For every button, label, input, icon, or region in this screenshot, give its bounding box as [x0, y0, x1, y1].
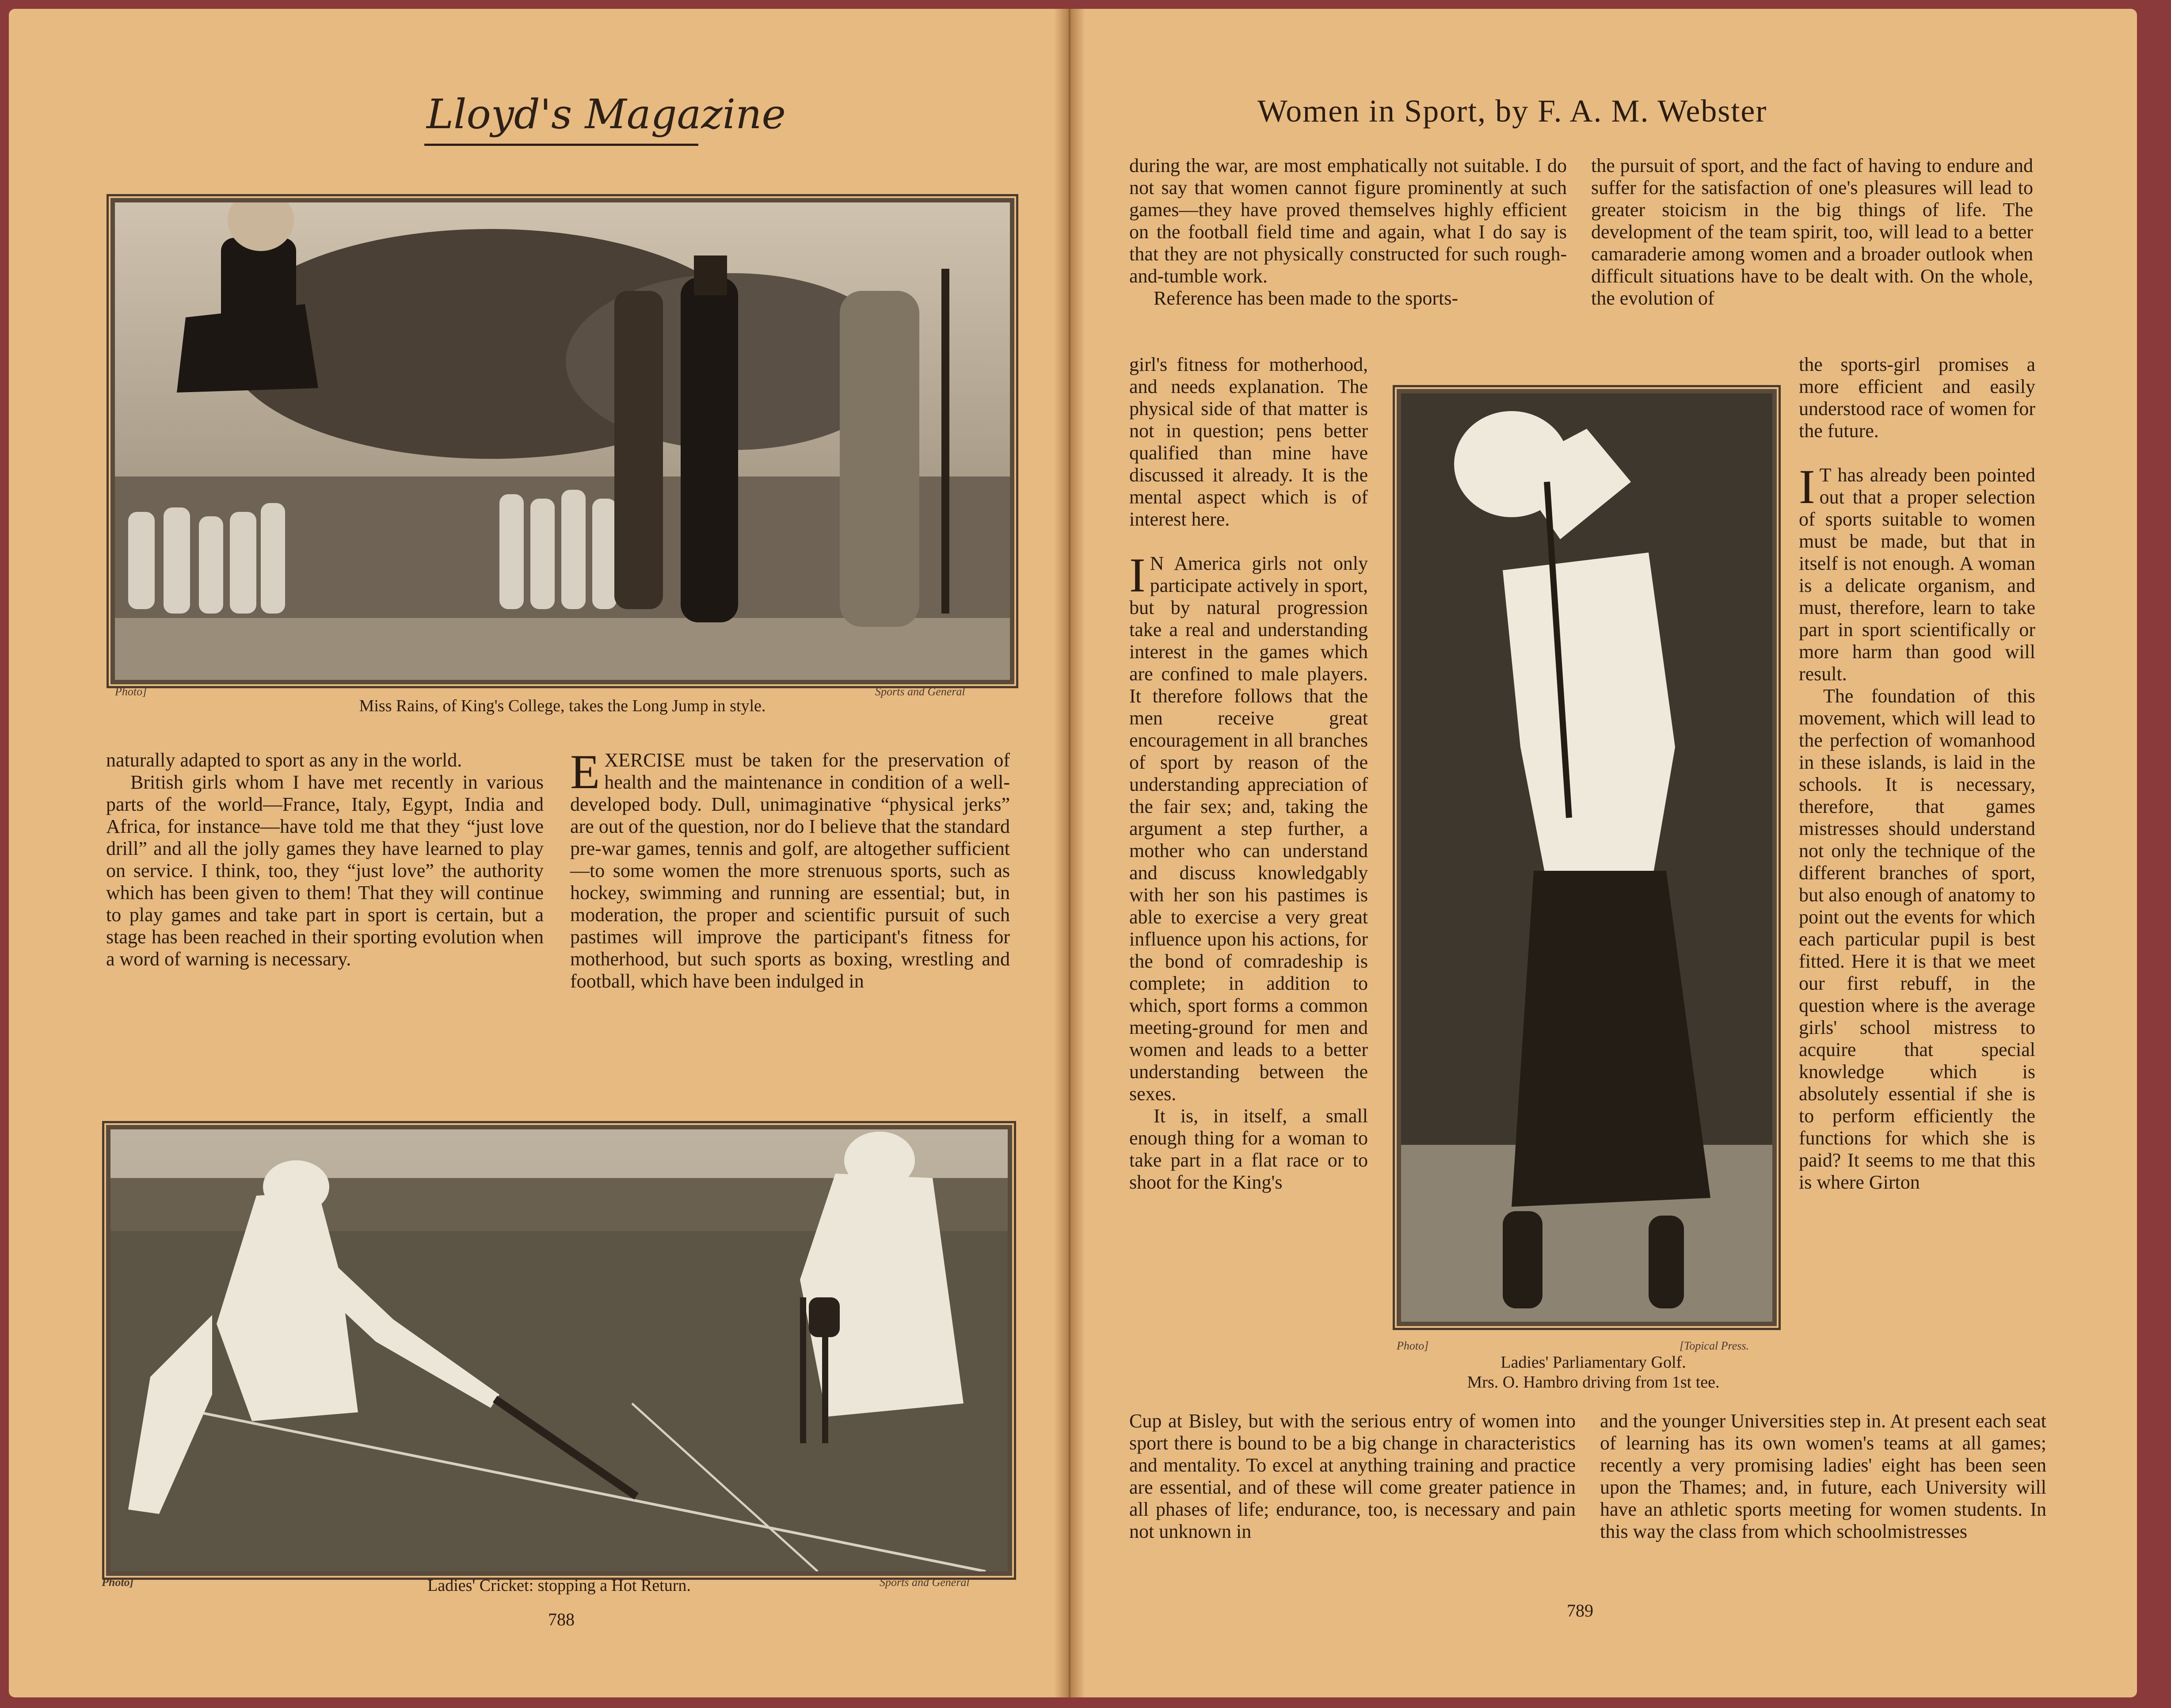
paragraph: British girls whom I have met recently in various parts of the world—France, Italy, Egypt, India and Africa, for instance—have told me that they “just love drill” and all the jolly games they have learned to play on service. I think, too, they “just love” the authority which has been given to them! That they will continue to play games and take part in sport is certain, but a stage has been reached in their sporting evolution when a word of warning is necessary.: [106, 771, 544, 970]
photo-caption: Ladies' Parliamentary Golf.: [1501, 1353, 1686, 1372]
drop-cap: I: [1129, 548, 1146, 602]
running-head: Women in Sport, by F. A. M. Webster: [1257, 93, 1767, 129]
masthead: Lloyd's Magazine: [427, 91, 786, 138]
right-column-1-bottom: [1129, 1410, 1576, 1543]
left-column-1: [106, 749, 544, 970]
photo-caption: Mrs. O. Hambro driving from 1st tee.: [1467, 1373, 1720, 1392]
paragraph: the pursuit of sport, and the fact of having to endure and suffer for the satisfaction of one's pleasures will lead to greater stoicism in the big things of life. The development of the team spirit, too, will lead to a better camaraderie among women and a broader outlook when difficult situations have to be dealt with. On the whole, the evolution of: [1591, 155, 2033, 309]
golf-photo: [1397, 389, 1777, 1326]
paragraph: Cup at Bisley, but with the serious entry of women into sport there is bound to be a big change in characteristics and mentality. To excel at anything training and practice are essential, and of these will come greater patience in all phases of life; endurance, too, is necessary and pain not unknown in: [1129, 1410, 1576, 1542]
photo-caption: Miss Rains, of King's College, takes the Long Jump in style.: [359, 697, 766, 715]
paragraph: during the war, are most emphatically not suitable. I do not say that women cannot figure prominently at such games—they have proved themselves highly efficient on the football field time and again, what I do say is that they are not physically constructed for such rough-and-tumble work.: [1129, 155, 1567, 287]
paragraph: and the younger Universities step in. At present each seat of learning has its own women's teams at all games; recently a very promising ladies' eight has been seen upon the Thames; and, in future, each University will have an athletic sports meeting for women students. In this way the class from which schoolmistresses: [1600, 1410, 2046, 1542]
cricket-photo: [106, 1125, 1012, 1576]
paragraph: It is, in itself, a small enough thing for a woman to take part in a flat race or to shoot for the King's: [1129, 1105, 1368, 1193]
photo-credit-right: Sports and General: [880, 1576, 970, 1589]
drop-cap: I: [1799, 460, 1815, 514]
drop-cap: E: [570, 745, 600, 799]
long-jump-photo: [110, 198, 1014, 684]
paragraph: naturally adapted to sport as any in the world.: [106, 749, 462, 771]
page-number: 789: [1567, 1601, 1593, 1620]
masthead-underline: [424, 144, 698, 146]
paragraph: the sports-girl promises a more efficient and easily understood race of women for the future.: [1799, 354, 2035, 442]
paragraph: Reference has been made to the sports-: [1154, 287, 1459, 309]
page-number: 788: [548, 1609, 575, 1629]
paragraph: XERCISE must be taken for the preservation of health and the maintenance in condition of a well-developed body. Dull, unimaginative “physical jerks” are out of the question, nor do I believe that the standard pre-war games, tennis and golf, are altogether sufficient—to some women the more strenuous sports, such as hockey, swimming and running are essential; but, in moderation, the proper and scientific pursuit of such pastimes will improve the participant's fitness for motherhood, but such sports as boxing, wrestling and football, which have been indulged in: [570, 749, 1010, 992]
photo-credit-left: Photo]: [1397, 1339, 1429, 1352]
photo-caption: Ladies' Cricket: stopping a Hot Return.: [427, 1576, 691, 1595]
paragraph: T has already been pointed out that a proper selection of sports suitable to women must be made, but that in itself is not enough. A woman is a delicate organism, and must, therefore, learn to take part in sport scientifically or more harm than good will result.: [1799, 464, 2035, 685]
right-column-1-top: [1129, 155, 1567, 309]
right-column-2-narrow: [1799, 354, 2035, 1193]
photo-credit-right: [Topical Press.: [1680, 1339, 1749, 1352]
paragraph: The foundation of this movement, which will lead to the perfection of womanhood in these islands, is laid in the schools. It is necessary, therefore, that games mistresses should understand not only the technique of the different branches of sport, but also enough of anatomy to point out the events for which each particular pupil is best fitted. Here it is that we meet our first rebuff, in the question where is the average girls' school mistress to acquire that special knowledge which is absolutely essential if she is to perform efficiently the functions for which she is paid? It seems to me that this is where Girton: [1799, 685, 2035, 1193]
left-column-2: [570, 745, 1010, 992]
photo-credit-left: Photo]: [102, 1576, 134, 1589]
right-column-2-top: [1591, 155, 2033, 309]
photo-credit-right: Sports and General: [875, 685, 965, 698]
book-gutter: [1054, 9, 1085, 1697]
paragraph: N America girls not only participate actively in sport, but by natural progression take a real and understanding interest in the games which are confined to male players. It therefore follows that the men receive great encouragement in all branches of sport by reason of the understanding appreciation of the fair sex; and, taking the argument a step further, a mother who can understand and discuss knowledgably with her son his pastimes is able to exercise a very great influence upon his actions, for the bond of comradeship is complete; in addition to which, sport forms a common meeting-ground for men and women and leads to a better understanding between the sexes.: [1129, 553, 1368, 1105]
paragraph: girl's fitness for motherhood, and needs explanation. The physical side of that matter is not in question; pens better qualified than mine have discussed it already. It is the mental aspect which is of interest here.: [1129, 354, 1368, 530]
right-column-2-bottom: [1600, 1410, 2046, 1543]
photo-credit-left: Photo]: [115, 685, 147, 698]
right-column-1-narrow: [1129, 354, 1368, 1193]
